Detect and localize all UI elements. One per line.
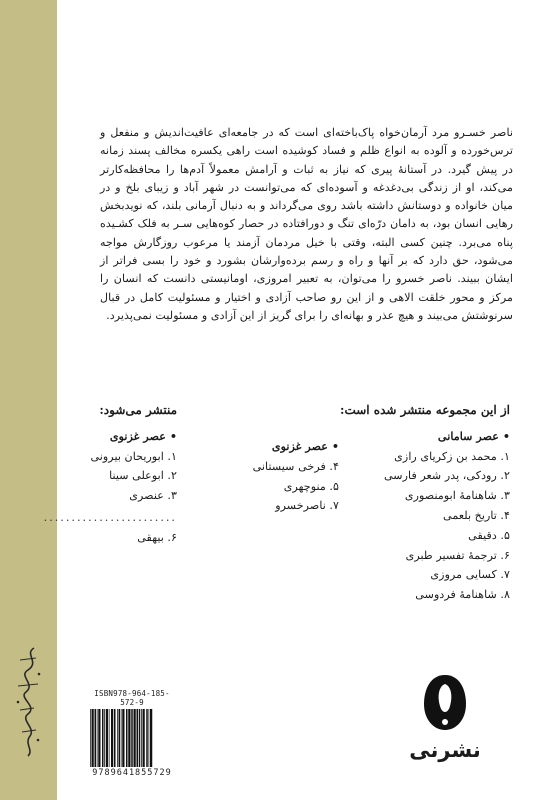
published-heading: از این مجموعه منتشر شده است: xyxy=(340,403,510,417)
list-item: ۶. بیهقی xyxy=(137,530,177,544)
list-item: ۶. ترجمهٔ تفسیر طبری xyxy=(405,548,510,562)
ellipsis-divider: ........................ xyxy=(43,510,177,524)
list-item: ۵. دقیقی xyxy=(468,528,510,542)
list-item: ۳. عنصری xyxy=(129,489,177,503)
nashr-ney-logo-icon xyxy=(420,672,470,732)
list-item: ۷. ناصرخسرو xyxy=(275,499,339,513)
spine-strip xyxy=(0,0,57,800)
isbn-label: ISBN978-964-185-572-9 xyxy=(94,689,170,707)
list-item: ۱. ابوریحان بیرونی xyxy=(90,449,177,463)
list-item: ۸. شاهنامهٔ فردوسی xyxy=(415,588,510,602)
forthcoming-ghaznavi-heading: • عصر غزنوی xyxy=(109,428,177,443)
list-item: ۲. ابوعلی سینا xyxy=(109,469,177,483)
forthcoming-list xyxy=(43,401,177,548)
blurb-paragraph: ناصر خسـرو مرد آرمان‌خواه پاک‌باخته‌ای است که در جامعه‌ای عافیت‌اندیش و منفعل و ترس‌خورده و آلوده به انواع ظلم و فساد کوشیده است راهی یکسره مخالف پسند زمانه در پیش گیرد. در آستانهٔ پیری که نیاز به ثبات و آرامش معمولاً آدم‌ها را محافظه‌کارتر می‌کند، او از زندگی بی‌دغدغه و آسوده‌ای که می‌توانست در شهر آباد و زیبای بلخ و در میان خانواده و دوستانش داشته باشد روی می‌گرداند و به دنبال آرمانی بلند، که نویدبخش رهایی انسان بود، به دامان درّه‌ای تنگ و دورافتاده در حصار کوه‌هایی سـر به فلک کشـیده پناه می‌برد. چنین کسی البته، وقتی با خیل مردمان آزمند یا مرعوب روزگارش مواجه می‌شود، حق دارد که بر آنها و راه و رسم برده‌وارشان بشورد و خود را بسی فراتر از ایشان ببیند. ناصر خسرو را می‌توان، به تعبیر امروزی، اومانیستی دانست که انسان را مرکز و محور خلقت الاهی و از این رو صاحب آزادی و اختیار و مسئولیت کامل در قبال سرنوشتش می‌بیند و هیچ عذر و بهانه‌ای را برای گریز از این آزادی و مسئولیت نمی‌پذیرد. xyxy=(100,126,513,322)
forthcoming-heading: منتشر می‌شود: xyxy=(99,403,177,417)
published-list xyxy=(340,401,510,605)
list-item: ۵. منوچهری xyxy=(283,479,339,493)
ghaznavi-era-heading: • عصر غزنوی xyxy=(271,439,339,453)
barcode-number: 9789641855729 xyxy=(92,768,172,778)
published-ghaznavi-list xyxy=(239,437,339,516)
calligraphy-signature-icon xyxy=(6,640,50,760)
barcode-bars xyxy=(88,709,176,767)
list-item: ۱. محمد بن زکریای رازی xyxy=(394,449,510,463)
list-item: ۷. کسایی مروزی xyxy=(430,568,510,582)
samani-era-heading: • عصر سامانی xyxy=(437,428,510,443)
publisher-name: نشرنی xyxy=(409,738,481,762)
list-item: ۲. رودکی، پدر شعر فارسی xyxy=(383,469,510,483)
list-item: ۴. فرخی سیستانی xyxy=(252,459,339,473)
list-item: ۴. تاریخ بلعمی xyxy=(443,508,510,522)
publisher-logo xyxy=(395,672,495,782)
list-item: ۳. شاهنامهٔ ابومنصوری xyxy=(404,489,510,503)
isbn-barcode xyxy=(88,689,176,778)
